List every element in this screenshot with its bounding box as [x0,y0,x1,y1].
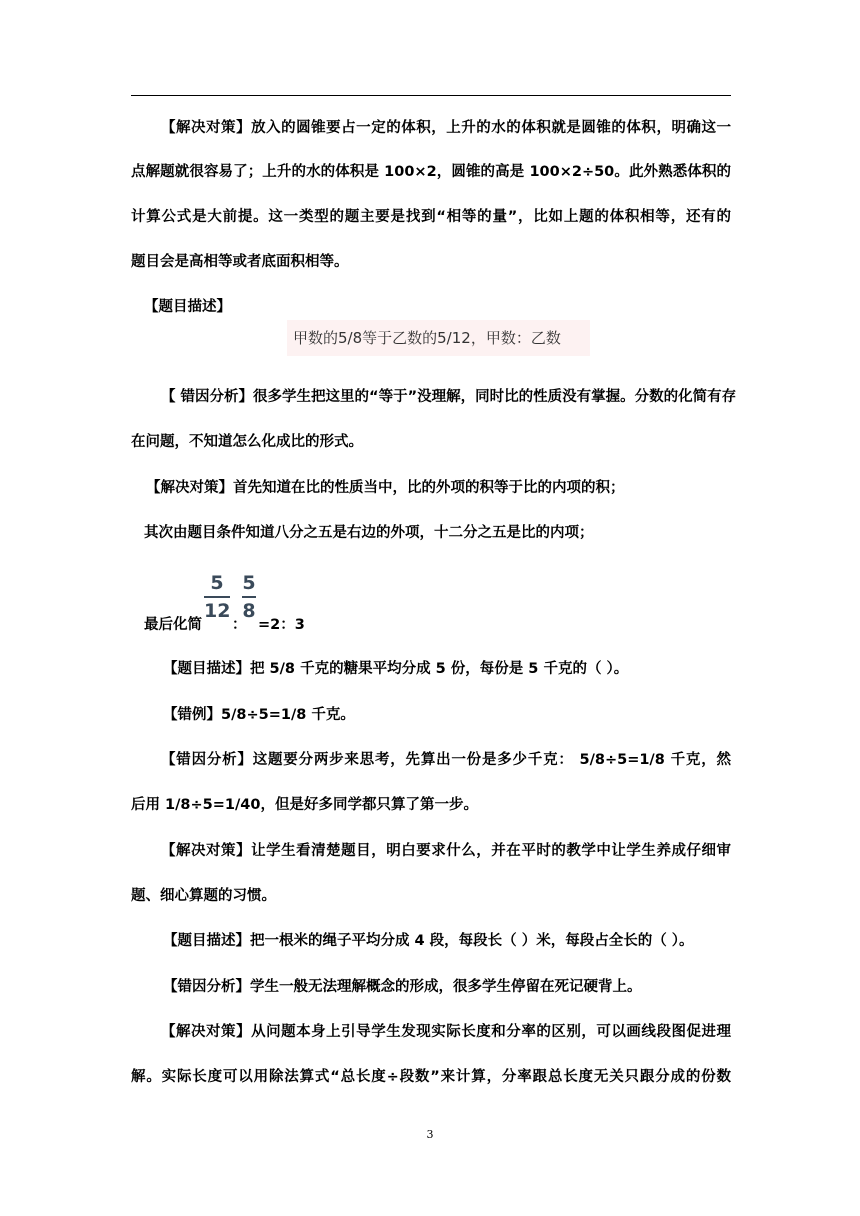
fraction-numerator: 5 [242,572,256,594]
fraction-5-8 [242,572,256,622]
paragraph-line: 【题目描述】把一根米的绳子平均分成 4 段，每段长（ ）米，每段占全长的（ ）。 [163,933,694,949]
paragraph-line: 在问题，不知道怎么化成比的形式。 [131,434,363,450]
paragraph-line: 【错因分析】学生一般无法理解概念的形成，很多学生停留在死记硬背上。 [163,979,642,995]
paragraph-line: 后用 1/8÷5=1/40，但是好多同学都只算了第一步。 [131,797,478,813]
section-heading: 【题目描述】 [144,299,231,315]
paragraph-line: 【解决对策】让学生看清楚题目，明白要求什么，并在平时的教学中让学生养成仔细审 [161,843,731,859]
fraction-numerator: 5 [210,572,224,594]
simplify-label: 最后化简 [144,617,202,633]
paragraph-line: 【解决对策】从问题本身上引导学生发现实际长度和分率的区别，可以画线段图促进理 [161,1024,731,1040]
ratio-colon: ： [232,617,247,633]
page-number: 3 [426,1128,434,1141]
fraction-denominator: 12 [204,600,231,622]
paragraph-line: 【解决对策】放入的圆锥要占一定的体积，上升的水的体积就是圆锥的体积，明确这一 [161,120,731,136]
paragraph-line: 题目会是高相等或者底面积相等。 [131,254,349,270]
paragraph-line: 计算公式是大前提。这一类型的题主要是找到“相等的量”，比如上题的体积相等，还有的 [131,209,731,225]
paragraph-line: 【 错因分析】很多学生把这里的“等于”没理解，同时比的性质没有掌握。分数的化简有存 [161,389,737,405]
paragraph-line: 解。实际长度可以用除法算式“总长度÷段数”来计算，分率跟总长度无关只跟分成的份数 [131,1069,731,1085]
fraction-denominator: 8 [242,600,256,622]
paragraph-line: 【错因分析】这题要分两步来思考，先算出一份是多少千克： 5/8÷5=1/8 千克，然 [161,752,731,768]
fraction-bar [204,596,230,598]
paragraph-line: 【错例】5/8÷5=1/8 千克。 [163,707,355,723]
fraction-bar [242,596,256,598]
header-rule [131,95,731,96]
fraction-5-12 [204,572,230,622]
paragraph-line: 其次由题目条件知道八分之五是右边的外项，十二分之五是比的内项； [144,525,594,541]
paragraph-line: 题、细心算题的习惯。 [131,888,276,904]
paragraph-line: 【题目描述】把 5/8 千克的糖果平均分成 5 份，每份是 5 千克的（ ）。 [163,661,629,677]
paragraph-line: 【解决对策】首先知道在比的性质当中，比的外项的积等于比的内项的积； [146,480,625,496]
ratio-result: =2：3 [258,617,305,633]
paragraph-line: 点解题就很容易了；上升的水的体积是 100×2，圆锥的高是 100×2÷50。此外熟悉体积的 [131,164,731,180]
problem-image: 甲数的5/8等于乙数的5/12，甲数：乙数 [287,320,590,356]
